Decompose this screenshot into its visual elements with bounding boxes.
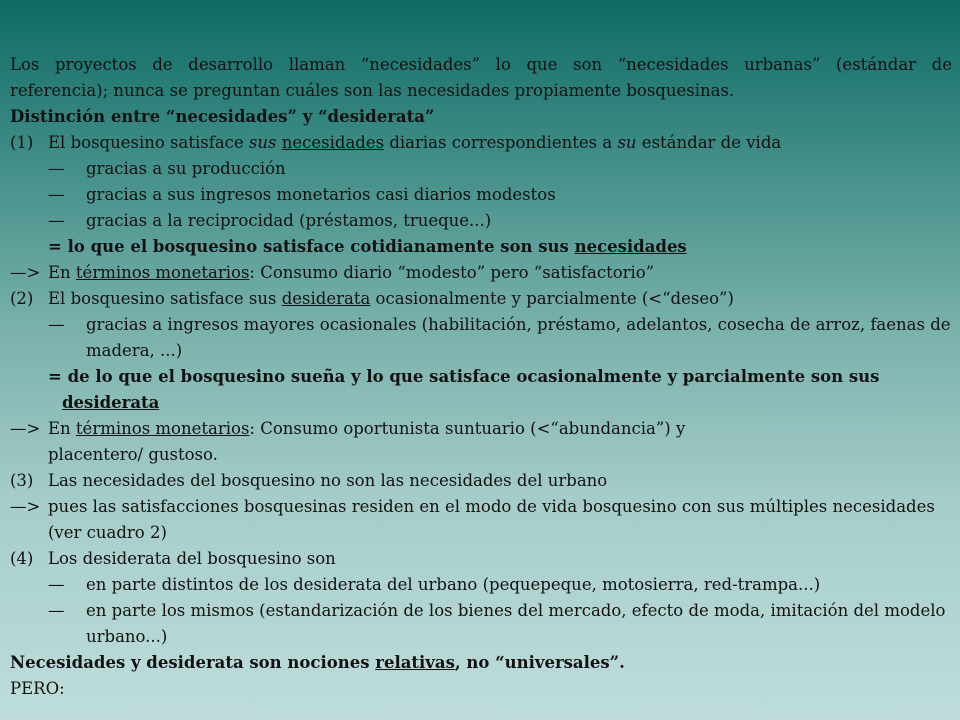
point-1-text-b: diarias correspondientes a (384, 133, 618, 152)
point-2-item-text: gracias a ingresos mayores ocasionales (habilitación, préstamo, adelantos, cosecha de arroz, faenas de madera, ...) (86, 315, 951, 360)
point-2-arrow-underlined: términos monetarios (75, 419, 250, 438)
point-1-equation (10, 234, 952, 260)
point-1-arrow-underlined: términos monetarios (75, 263, 250, 282)
intro-line-1: Los proyectos de desarrollo llaman “necesidades” lo que son “necesidades urbanas” (estándar de (10, 55, 952, 74)
point-1-item (10, 156, 952, 182)
point-2-eq-text: = de lo que el bosquesino sueña y lo que satisface ocasionalmente y parcialmente son sus (48, 367, 880, 386)
point-2-desiderata: desiderata (281, 289, 371, 308)
point-2-number: (2) (10, 289, 34, 308)
point-2-arrow-text-a: En (48, 419, 76, 438)
point-1-item-text: gracias a sus ingresos monetarios casi diarios modestos (86, 185, 556, 204)
point-2-eq-underlined: desiderata (62, 393, 160, 412)
arrow-icon: —> (10, 263, 41, 282)
point-1-text-a: El bosquesino satisface (48, 133, 249, 152)
conclusion-underlined: relativas (375, 653, 455, 672)
point-1-number: (1) (10, 133, 34, 152)
conclusion (10, 650, 952, 676)
intro-line-2: referencia); nunca se preguntan cuáles son las necesidades propiamente bosquesinas. (10, 81, 735, 100)
point-2 (10, 286, 952, 312)
point-1-item (10, 182, 952, 208)
point-2-item (10, 312, 952, 364)
conclusion-text-a: Necesidades y desiderata son nociones (10, 653, 376, 672)
point-4-item-text: en parte distintos de los desiderata del urbano (pequepeque, motosierra, red-trampa...) (86, 575, 821, 594)
point-3-text: Las necesidades del bosquesino no son las necesidades del urbano (48, 471, 608, 490)
point-4 (10, 546, 952, 572)
arrow-icon: —> (10, 419, 41, 438)
point-2-arrow-line (10, 416, 952, 442)
point-3 (10, 468, 952, 494)
point-2-text-b: ocasionalmente y parcialmente (<“deseo”) (370, 289, 734, 308)
dash-bullet: — (48, 575, 65, 594)
point-1-necesidades: necesidades (281, 133, 385, 152)
section-heading: Distinción entre “necesidades” y “desiderata” (10, 107, 435, 126)
point-2-arrow-text-b: : Consumo oportunista suntuario (<“abundancia”) y (249, 419, 686, 438)
dash-bullet: — (48, 315, 65, 334)
point-1-eq-text: = lo que el bosquesino satisface cotidianamente son sus (48, 237, 575, 256)
point-4-item-text: en parte los mismos (estandarización de los bienes del mercado, efecto de moda, imitación del modelo urbano...) (86, 601, 946, 646)
point-1-eq-underlined: necesidades (574, 237, 687, 256)
point-4-item (10, 572, 952, 598)
dash-bullet: — (48, 159, 65, 178)
point-2-text-a: El bosquesino satisface sus (48, 289, 282, 308)
point-2-arrow-line-2: placentero/ gustoso. (48, 445, 218, 464)
point-1-item (10, 208, 952, 234)
dash-bullet: — (48, 211, 65, 230)
arrow-icon: —> (10, 497, 41, 516)
slide-body (10, 52, 952, 702)
point-3-arrow-text: pues las satisfacciones bosquesinas residen en el modo de vida bosquesino con sus múltiples necesidades (ver cuadro 2) (48, 497, 935, 542)
point-1-sus: sus (248, 133, 277, 152)
point-1-item-text: gracias a la reciprocidad (préstamos, trueque...) (86, 211, 492, 230)
conclusion-text-b: , no “universales”. (454, 653, 625, 672)
dash-bullet: — (48, 185, 65, 204)
point-3-arrow-line (10, 494, 952, 546)
point-1-arrow-text-a: En (48, 263, 76, 282)
point-2-equation (10, 364, 952, 416)
point-1-text-c: estándar de vida (636, 133, 782, 152)
point-1-item-text: gracias a su producción (86, 159, 286, 178)
pero-label: PERO: (10, 679, 65, 698)
point-4-number: (4) (10, 549, 34, 568)
point-1-su: su (617, 133, 637, 152)
point-3-number: (3) (10, 471, 34, 490)
point-1 (10, 130, 952, 156)
dash-bullet: — (48, 601, 65, 620)
point-1-arrow-line (10, 260, 952, 286)
point-4-text: Los desiderata del bosquesino son (48, 549, 336, 568)
point-4-item (10, 598, 952, 650)
point-1-arrow-text-b: : Consumo diario “modesto” pero “satisfactorio” (249, 263, 655, 282)
